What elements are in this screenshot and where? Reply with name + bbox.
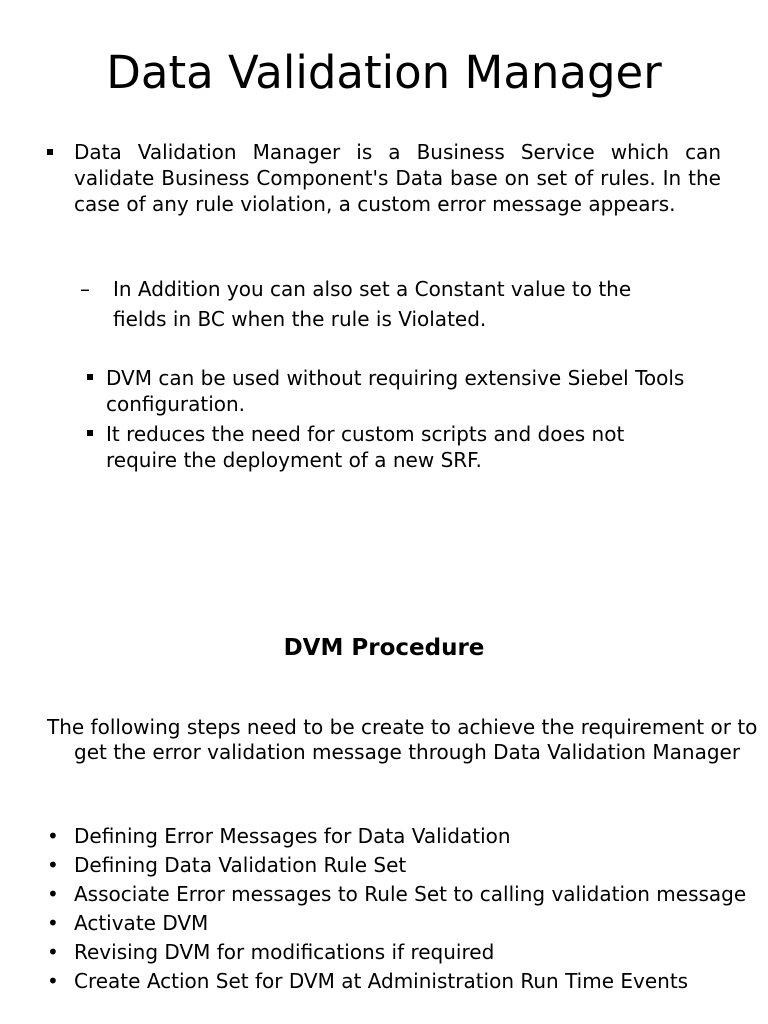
step-text: Defining Error Messages for Data Validation	[74, 824, 511, 848]
bullet-dot-icon: •	[47, 940, 59, 964]
square-bullet-icon	[87, 430, 93, 436]
step-text: Associate Error messages to Rule Set to calling validation message	[74, 882, 747, 906]
bullet-dot-icon: •	[47, 853, 59, 877]
list-item	[47, 882, 747, 907]
dash-item-text: In Addition you can also set a Constant value to the fields in BC when the rule is Violated.	[113, 277, 632, 331]
bullet-dot-icon: •	[47, 824, 59, 848]
square-bullet-icon	[47, 149, 53, 155]
bullet-dot-icon: •	[47, 882, 59, 906]
list-item	[47, 853, 747, 878]
dash-marker: –	[80, 277, 90, 301]
square-bullet-icon	[87, 374, 93, 380]
section-title: DVM Procedure	[283, 635, 485, 661]
bullet-dot-icon: •	[47, 969, 59, 993]
list-item	[47, 824, 747, 849]
step-text: Create Action Set for DVM at Administration Run Time Events	[74, 969, 689, 993]
page-title: Data Validation Manager	[106, 46, 662, 99]
procedure-intro: The following steps need to be create to achieve the requirement or to get the error validation message through Data Validation Manager	[47, 715, 758, 764]
main-bullet-text: Data Validation Manager is a Business Service which can validate Business Component's Data base on set of rules. In the case of any rule violation, a custom error message appears.	[74, 140, 721, 216]
dash-item	[80, 274, 680, 334]
sub-bullet-text: It reduces the need for custom scripts and does not require the deployment of a new SRF.	[106, 422, 625, 472]
step-text: Defining Data Validation Rule Set	[74, 853, 407, 877]
main-bullet	[47, 139, 721, 217]
step-text: Revising DVM for modifications if required	[74, 940, 495, 964]
list-item	[47, 969, 747, 994]
list-item	[47, 911, 747, 936]
list-item	[47, 940, 747, 965]
sub-bullet-text: DVM can be used without requiring extensive Siebel Tools configuration.	[106, 366, 685, 416]
steps-list	[47, 824, 747, 998]
bullet-dot-icon: •	[47, 911, 59, 935]
sub-bullet-1	[87, 365, 687, 417]
sub-bullet-2	[87, 421, 687, 473]
step-text: Activate DVM	[74, 911, 209, 935]
